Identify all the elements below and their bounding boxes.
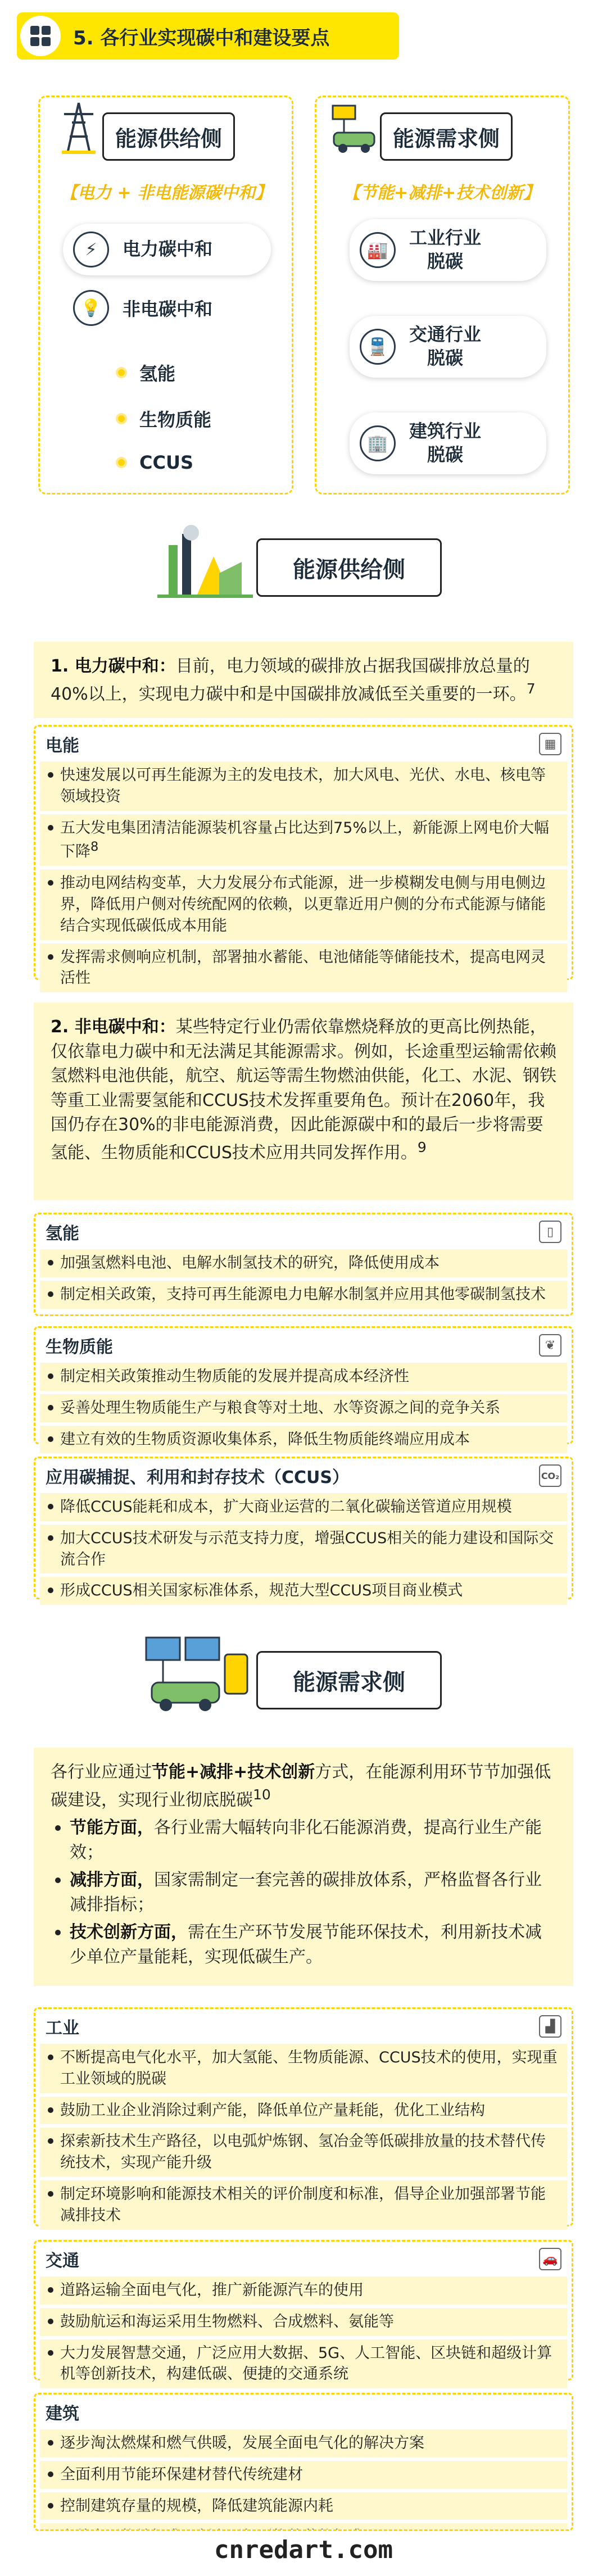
section-title: 5. 各行业实现碳中和建设要点 [73, 26, 330, 49]
power-intro-paragraph: 1. 电力碳中和：目前，电力领域的碳排放占据我国碳排放总量的40%以上，实现电力碳中和是中国碳排放减低至关重要的一环。$^7$ [34, 642, 573, 718]
list-item: 加强氢燃料电池、电解水制氢技术的研究，降低使用成本 [40, 1249, 567, 1277]
building-card: 建筑 逐步淘汰燃煤和燃气供暖，发展全面电气化的解决方案 全面利用节能环保建材替代传统建材 控制建筑存量的规模，降低建筑能源内耗 [34, 2393, 573, 2531]
demand-intro-paragraph: 各行业应通过节能+减排+技术创新方式，在能源利用环节节加强低碳建设，实现行业彻底脱碳$^{10}$ 节能方面，各行业需大幅转向非化石能源消费，提高行业生产能效； 减排方面，国家需制定一套完善的碳排放体系，严格监督各行业减排指标； 技术创新方面，需在生产环节发展节能环保技术，利用新技术减少单位产量能耗，实现低碳生产。 [34, 1748, 573, 1986]
list-item: 全面利用节能环保建材替代传统建材 [40, 2461, 567, 2489]
transport-card: 交通 🚗 道路运输全面电气化，推广新能源汽车的使用 鼓励航运和海运采用生物燃料、合成燃料、氨能等 大力发展智慧交通，广泛应用大数据、5G、人工智能、区块链和超级计算机等创新技术，构建低碳、便捷的交通系统 [34, 2240, 573, 2380]
ccus-card: 应用碳捕捉、利用和封存技术（CCUS） CO₂ 降低CCUS能耗和成本，扩大商业运营的二氧化碳输送管道应用规模 加大CCUS技术研发与示范支持力度，增强CCUS相关的能力建设和国际交流合作 形成CCUS相关国家标准体系，规范大型CCUS项目商业模式 [34, 1457, 573, 1599]
factory-icon: 🏭 [360, 232, 396, 268]
sub-item-hydrogen: 氢能 [116, 360, 175, 386]
leaf-icon: ❦ [539, 1334, 561, 1357]
list-item: 减排方面，国家需制定一套完善的碳排放体系，严格监督各行业减排指标； [51, 1868, 556, 1917]
list-item: 控制建筑存量的规模，降低建筑能源内耗 [40, 2492, 567, 2520]
supply-column-title: 能源供给侧 [102, 112, 235, 161]
building-decarbon-pill: 🏢 建筑行业 脱碳 [350, 412, 546, 474]
co2-icon: CO₂ [539, 1464, 561, 1487]
transport-decarbon-pill: 🚆 交通行业 脱碳 [350, 316, 546, 378]
grid-icon [20, 16, 61, 56]
demand-illustration [141, 1632, 259, 1716]
list-item: 鼓励航运和海运采用生物燃料、合成燃料、氨能等 [40, 2308, 567, 2336]
factory-icon: ▟ [539, 2015, 561, 2038]
power-tower-icon [56, 100, 101, 156]
supply-column-subtitle: 【电力 + 非电能源碳中和】 [60, 183, 273, 203]
non-power-carbon-neutral: 💡 非电碳中和 [63, 290, 212, 326]
sub-item-biomass: 生物质能 [116, 406, 211, 432]
hydrogen-card: 氢能 ▯ 加强氢燃料电池、电解水制氢技术的研究，降低使用成本 制定相关政策，支持可再生能源电力电解水制氢并应用其他零碳制氢技术 [34, 1213, 573, 1316]
list-item: 推动电网结构变革，大力发展分布式能源，进一步模糊发电侧与用电侧边界，降低用户侧对传统配网的依赖，以更靠近用户侧的分布式能源与储能结合实现低碳低成本用能 [40, 869, 567, 940]
list-item: 建立有效的生物质资源收集体系，降低生物质能终端应用成本 [40, 1426, 567, 1454]
sub-item-ccus: CCUS [116, 452, 193, 473]
list-item: 不断提高电气化水平，加大氢能、生物质能源、CCUS技术的使用，实现重工业领域的脱碳 [40, 2044, 567, 2093]
bulb-icon: 💡 [73, 290, 109, 326]
list-item: 道路运输全面电气化，推广新能源汽车的使用 [40, 2276, 567, 2305]
biomass-card: 生物质能 ❦ 制定相关政策推动生物质能的发展并提高成本经济性 妥善处理生物质能生产与粮食等对土地、水等资源之间的竞争关系 建立有效的生物质资源收集体系，降低生物质能终端应用成本 [34, 1326, 573, 1444]
watermark: cnredart.com [214, 2536, 393, 2564]
power-carbon-neutral-pill: ⚡ 电力碳中和 [63, 224, 271, 275]
energy-vehicle-icon [328, 100, 382, 156]
section-header [17, 12, 399, 60]
list-item: 制定相关政策推动生物质能的发展并提高成本经济性 [40, 1363, 567, 1391]
demand-column-title: 能源需求侧 [380, 112, 513, 161]
supply-section-banner: 能源供给侧 [256, 538, 442, 597]
power-card: 电能 ▦ 快速发展以可再生能源为主的发电技术，加大风电、光伏、水电、核电等领域投资 五大发电集团清洁能源装机容量占比达到75%以上，新能源上网电价大幅下降$^8$ 推动电网结构变革，大力发展分布式能源，进一步模糊发电侧与用电侧边界，降低用户侧对传统配网的依赖，以更靠近用户侧的分布式能源与储能结合实现低碳低成本用能 发挥需求侧响应机制，部署抽水蓄能、电池储能等储能技术，提高电网灵活性 [34, 725, 573, 980]
car-icon: 🚗 [539, 2248, 561, 2270]
list-item [40, 2523, 567, 2531]
list-item: 发挥需求侧响应机制，部署抽水蓄能、电池储能等储能技术，提高电网灵活性 [40, 944, 567, 993]
list-item: 技术创新方面，需在生产环节发展节能环保技术，利用新技术减少单位产量能耗，实现低碳生产。 [51, 1920, 556, 1969]
list-item: 快速发展以可再生能源为主的发电技术，加大风电、光伏、水电、核电等领域投资 [40, 761, 567, 811]
demand-section-banner: 能源需求侧 [256, 1651, 442, 1709]
supply-illustration [157, 523, 253, 601]
list-item: 妥善处理生物质能生产与粮食等对土地、水等资源之间的竞争关系 [40, 1394, 567, 1422]
list-item: 制定相关政策，支持可再生能源电力电解水制氢并应用其他零碳制氢技术 [40, 1281, 567, 1309]
solar-panel-icon: ▦ [539, 733, 561, 755]
battery-icon: ▯ [539, 1221, 561, 1243]
list-item: 大力发展智慧交通，广泛应用大数据、5G、人工智能、区块链和超级计算机等创新技术，构建低碳、便捷的交通系统 [40, 2339, 567, 2389]
industry-card: 工业 ▟ 不断提高电气化水平，加大氢能、生物质能源、CCUS技术的使用，实现重工业领域的脱碳 鼓励工业企业消除过剩产能，降低单位产量耗能，优化工业结构 探索新技术生产路径，以电弧炉炼钢、氢冶金等低碳排放量的技术替代传统技术，实现产能升级 制定环境影响和能源技术相关的评价制度和标准，倡导企业加强部署节能减排技术 [34, 2007, 573, 2226]
list-item: 逐步淘汰燃煤和燃气供暖，发展全面电气化的解决方案 [40, 2429, 567, 2457]
lightning-icon: ⚡ [73, 232, 109, 267]
train-icon: 🚆 [360, 329, 396, 365]
list-item: 探索新技术生产路径，以电弧炉炼钢、氢冶金等低碳排放量的技术替代传统技术，实现产能升级 [40, 2128, 567, 2177]
building-icon: 🏢 [360, 425, 396, 461]
list-item: 加大CCUS技术研发与示范支持力度，增强CCUS相关的能力建设和国际交流合作 [40, 1525, 567, 1574]
list-item: 鼓励工业企业消除过剩产能，降低单位产量耗能，优化工业结构 [40, 2097, 567, 2125]
demand-column-subtitle: 【节能+减排+技术创新】 [343, 183, 541, 203]
list-item: 五大发电集团清洁能源装机容量占比达到75%以上，新能源上网电价大幅下降$^8$ [40, 814, 567, 867]
list-item: 降低CCUS能耗和成本，扩大商业运营的二氧化碳输送管道应用规模 [40, 1493, 567, 1521]
list-item: 形成CCUS相关国家标准体系，规范大型CCUS项目商业模式 [40, 1577, 567, 1605]
list-item: 节能方面，各行业需大幅转向非化石能源消费，提高行业生产能效； [51, 1816, 556, 1865]
industry-decarbon-pill: 🏭 工业行业 脱碳 [350, 219, 546, 281]
list-item: 制定环境影响和能源技术相关的评价制度和标准，倡导企业加强部署节能减排技术 [40, 2180, 567, 2230]
non-power-intro-paragraph: 2. 非电碳中和：某些特定行业仍需依靠燃烧释放的更高比例热能，仅依靠电力碳中和无法满足其能源需求。例如，长途重型运输需依赖氢燃料电池供能，航空、航运等需生物燃油供能，化工、水泥、钢铁等重工业需要氢能和CCUS技术发挥重要角色。预计在2060年，我国仍存在30%的非电能源消费，因此能源碳中和的最后一步将需要氢能、生物质能和CCUS技术应用共同发挥作用。$^9$ [34, 1003, 573, 1200]
